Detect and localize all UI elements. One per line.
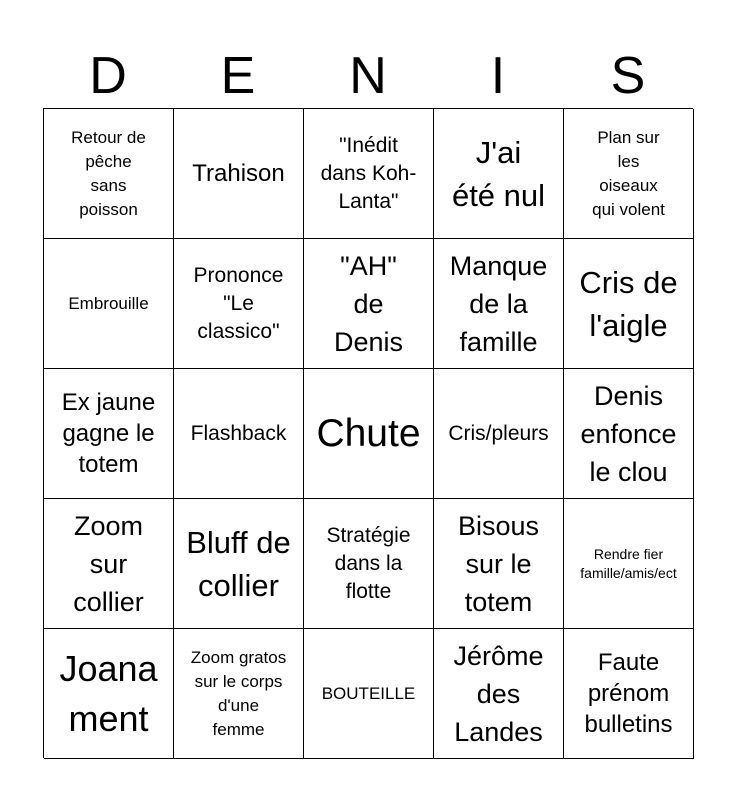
cell-label: Chute <box>316 411 421 455</box>
cell-label: Bisous sur le totem <box>457 510 540 617</box>
bingo-cell[interactable] <box>174 499 304 629</box>
bingo-cell[interactable] <box>44 369 174 499</box>
cell-label: Manque de la famille <box>449 250 548 357</box>
cell-label: Jérôme des Landes <box>453 640 544 747</box>
header-letter-e: E <box>220 47 256 105</box>
bingo-cell[interactable] <box>174 369 304 499</box>
bingo-cell[interactable] <box>304 629 434 759</box>
cell-label: Cris/pleurs <box>448 421 549 445</box>
bingo-header <box>43 44 693 108</box>
cell-label: Plan sur les oiseaux qui volent <box>592 127 665 219</box>
cell-label: Trahison <box>192 160 285 187</box>
bingo-cell[interactable] <box>304 239 434 369</box>
bingo-board <box>43 108 693 758</box>
cell-label: Embrouille <box>68 293 149 313</box>
bingo-cell[interactable] <box>434 239 564 369</box>
header-letter-n: N <box>349 47 387 105</box>
bingo-cell[interactable] <box>304 499 434 629</box>
bingo-cell[interactable] <box>434 369 564 499</box>
bingo-cell[interactable] <box>564 629 694 759</box>
bingo-cell[interactable] <box>434 629 564 759</box>
bingo-cell[interactable] <box>564 499 694 629</box>
cell-label: Flashback <box>190 421 287 445</box>
header-letter-s: S <box>610 47 646 105</box>
bingo-cell[interactable] <box>44 499 174 629</box>
bingo-cell[interactable] <box>564 369 694 499</box>
header-letter-d: D <box>89 47 127 105</box>
bingo-cell[interactable] <box>44 629 174 759</box>
bingo-cell[interactable] <box>174 629 304 759</box>
bingo-cell[interactable] <box>434 109 564 239</box>
bingo-cell[interactable] <box>304 109 434 239</box>
cell-label: Stratégie dans la flotte <box>326 523 411 603</box>
cell-label: Joana ment <box>59 647 158 739</box>
cell-label: Retour de pêche sans poisson <box>71 127 146 219</box>
bingo-cell[interactable] <box>434 499 564 629</box>
cell-label: BOUTEILLE <box>321 683 416 703</box>
bingo-cell[interactable] <box>174 239 304 369</box>
bingo-cell[interactable] <box>44 239 174 369</box>
bingo-cell[interactable] <box>564 109 694 239</box>
bingo-cell[interactable] <box>44 109 174 239</box>
cell-label: Bluff de collier <box>186 524 291 603</box>
cell-label: "AH" de Denis <box>333 250 404 357</box>
cell-label: Rendre fier famille/amis/ect <box>580 545 677 581</box>
cell-label: Prononce "Le classico" <box>193 263 284 343</box>
header-letter-i: I <box>490 47 506 105</box>
cell-label: Faute prénom bulletins <box>584 649 673 738</box>
cell-label: J'ai été nul <box>451 134 546 213</box>
cell-label: Cris de l'aigle <box>579 264 678 343</box>
bingo-cell[interactable] <box>174 109 304 239</box>
cell-label: Denis enfonce le clou <box>580 380 677 487</box>
cell-label: "Inédit dans Koh- Lanta" <box>320 133 417 213</box>
bingo-cell[interactable] <box>304 369 434 499</box>
cell-label: Ex jaune gagne le totem <box>61 389 156 478</box>
bingo-cell[interactable] <box>564 239 694 369</box>
cell-label: Zoom gratos sur le corps d'une femme <box>190 647 287 739</box>
cell-label: Zoom sur collier <box>73 510 144 617</box>
